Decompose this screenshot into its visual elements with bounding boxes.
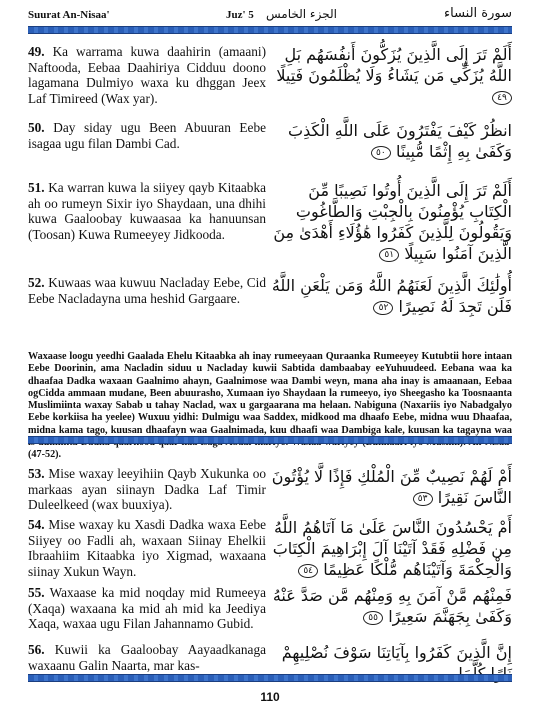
verse-translation — [28, 275, 266, 306]
verse-arabic-text: فَمِنْهُم مَّنْ آمَنَ بِهِ وَمِنْهُم مَّن صَدَّ عَنْهُ وَكَفَىٰ بِجَهَنَّمَ سَعِيرًا — [272, 586, 512, 626]
verse-end-marker: ٥٤ — [298, 564, 318, 578]
verse-number: 50. — [28, 120, 45, 135]
verse-somali-text: Ka warrama kuwa daahirin (amaani) Naftooda, Eebaa Daahiriya Cidduu doono lagamana Dulmiyo waxa ku dhggan Jeex Laf Timireed (Wax yar). — [28, 44, 266, 106]
verse-somali-text: Mise waxay ku Xasdi Dadka waxa Eebe Siiyey oo Fadli ah, waxaan Siinay Ehelkii Ibraahiim Kitaabka iyo Xigmad, waxaana siinay Xukun Wayn. — [28, 517, 266, 579]
verse-arabic-text: أُولَٰئِكَ الَّذِينَ لَعَنَهُمُ اللَّهُ وَمَن يَلْعَنِ اللَّهُ فَلَن تَجِدَ لَهُ نَصِيرًا — [271, 276, 512, 316]
verse-number: 56. — [28, 642, 45, 657]
verse-somali-text: Mise waxay leeyihiin Qayb Xukunka oo markaas ayan siinayn Dadka Laf Timir Duleelkeed (wax buuxiya). — [28, 466, 267, 512]
bottom-divider-bar — [28, 674, 512, 682]
verse-arabic — [268, 180, 512, 264]
verse-arabic-text: انظُرْ كَيْفَ يَفْتَرُونَ عَلَى اللَّهِ الْكَذِبَ وَكَفَىٰ بِهِ إِثْمًا مُّبِينًا — [288, 121, 512, 161]
verse-end-marker: ٤٩ — [492, 91, 512, 105]
verse-arabic-text: أَمْ لَهُمْ نَصِيبٌ مِّنَ الْمُلْكِ فَإِذًا لَّا يُؤْتُونَ النَّاسَ نَقِيرًا — [271, 467, 512, 507]
surah-name-arabic: سورة النساء — [444, 6, 512, 21]
verse-number: 55. — [28, 585, 45, 600]
verse-translation — [28, 180, 266, 242]
verse-translation — [28, 585, 266, 632]
verse-end-marker: ٥٠ — [371, 146, 391, 160]
verse-arabic-text: أَلَمْ تَرَ إِلَى الَّذِينَ يُزَكُّونَ أَنفُسَهُم بَلِ اللَّهُ يُزَكِّي مَن يَشَاءُ وَلَا يُظْلَمُونَ فَتِيلًا — [276, 45, 512, 85]
verse-somali-text: Ka warran kuwa la siiyey qayb Kitaabka ah oo rumeyn Sixir iyo Shaydaan, una dhihi kuwa Gaaloobay kuwaasaa ka hanuunsan (Toosan) Kuwa Rumeeyey Jidkooda. — [28, 180, 266, 242]
verse-somali-text: Day siday ugu Been Abuuran Eebe isagaa ugu filan Dambi Cad. — [28, 120, 266, 151]
top-divider-bar — [28, 26, 512, 34]
verse-translation — [28, 517, 266, 579]
verse-end-marker: ٥٥ — [363, 611, 383, 625]
verse-somali-text: Kuwaas waa kuwuu Nacladay Eebe, Cid Eebe Nacladayna uma heshid Gargaare. — [28, 275, 266, 306]
verse-arabic — [268, 44, 512, 107]
verse-end-marker: ٥٢ — [373, 301, 393, 315]
verse-translation — [28, 44, 266, 106]
juz-latin: Juz' 5 — [226, 9, 254, 21]
verse-end-marker: ٥٣ — [413, 492, 433, 506]
verse-number: 49. — [28, 44, 45, 59]
verse-arabic — [268, 466, 512, 508]
verse-number: 53. — [28, 466, 45, 481]
verse-arabic-text: أَمْ يَحْسُدُونَ النَّاسَ عَلَىٰ مَا آتَاهُمُ اللَّهُ مِن فَضْلِهِ فَقَدْ آتَيْنَا آلَ إِبْرَاهِيمَ الْكِتَابَ وَالْحِكْمَةَ وَآتَيْنَاهُم مُّلْكًا عَظِيمًا — [272, 518, 512, 579]
verse-translation — [28, 120, 266, 151]
verse-arabic — [268, 585, 512, 627]
surah-name-latin: Suurat An-Nisaa' — [28, 9, 110, 21]
verse-arabic-text: أَلَمْ تَرَ إِلَى الَّذِينَ أُوتُوا نَصِيبًا مِّنَ الْكِتَابِ يُؤْمِنُونَ بِالْجِبْتِ وَالطَّاغُوتِ وَيَقُولُونَ لِلَّذِينَ كَفَرُوا هَٰؤُلَاءِ أَهْدَىٰ مِنَ الَّذِينَ آمَنُوا سَبِيلًا — [273, 181, 512, 263]
verse-translation — [28, 642, 266, 673]
verse-end-marker: ٥١ — [379, 248, 399, 262]
page-number: 110 — [260, 690, 280, 704]
verse-number: 54. — [28, 517, 45, 532]
verse-arabic — [268, 275, 512, 317]
verse-arabic — [268, 517, 512, 580]
middle-divider-bar — [28, 436, 512, 444]
commentary-paragraph: Waxaase loogu yeedhi Gaalada Ehelu Kitaabka ah inay rumeeyaan Quraanka Rumeeyey Kutubtii hore intaan Eebe Doorinin, ama Nacladin siduu u Nacladay kuwii Sabtida dambaabay eeYuhuudeed. Eebana waa ka dhaafaa Dadka waxaan Gaalnimo ahayn, Gaalnimose waa Dambi weyn, mana aha inay is amaanaan, Eebaa ogCidda ammaan mudane, Been abuurasho, Xumaan iyo Shaydaan la rumeeyo, iyo Sheegasho ka Toosnaanta Muslimiinta waxay Sabab u tahay Naclad, wax u gargaarana ma helaan. Nabiguna (Naxariis iyo Nabadgalyo Eebe korkiisa ha yeelee) Wuxuu yidhi: Dulmigu waa Saddex, midkood ma dhaafo Eebe, midna wuu Dhaafaa, midna kama tago, kuusan dhaafayn waa Gaalnimada, kuu dhaafi waa Dambiga kale, kuusan ka tagayna waa (47-52). — [28, 351, 512, 461]
juz-arabic: الجزء الخامس — [266, 7, 337, 21]
page-header — [28, 6, 512, 26]
verse-somali-text: Waxaase ka mid noqday mid Rumeeya (Xaqa) waxaana ka mid ah mid ka Jeediya Xaqa, waxaa ugu Filan Jahannamo Gubid. — [28, 585, 266, 631]
verse-translation — [28, 466, 266, 513]
verse-somali-text: Kuwii ka Gaaloobay Aayaadkanaga waxaanu Galin Naarta, mar kas- — [28, 642, 267, 673]
verse-number: 52. — [28, 275, 45, 290]
verse-number: 51. — [28, 180, 45, 195]
verse-arabic-text: إِنَّ الَّذِينَ كَفَرُوا بِآيَاتِنَا سَوْفَ نُصْلِيهِمْ — [281, 643, 512, 662]
verse-arabic — [268, 120, 512, 162]
